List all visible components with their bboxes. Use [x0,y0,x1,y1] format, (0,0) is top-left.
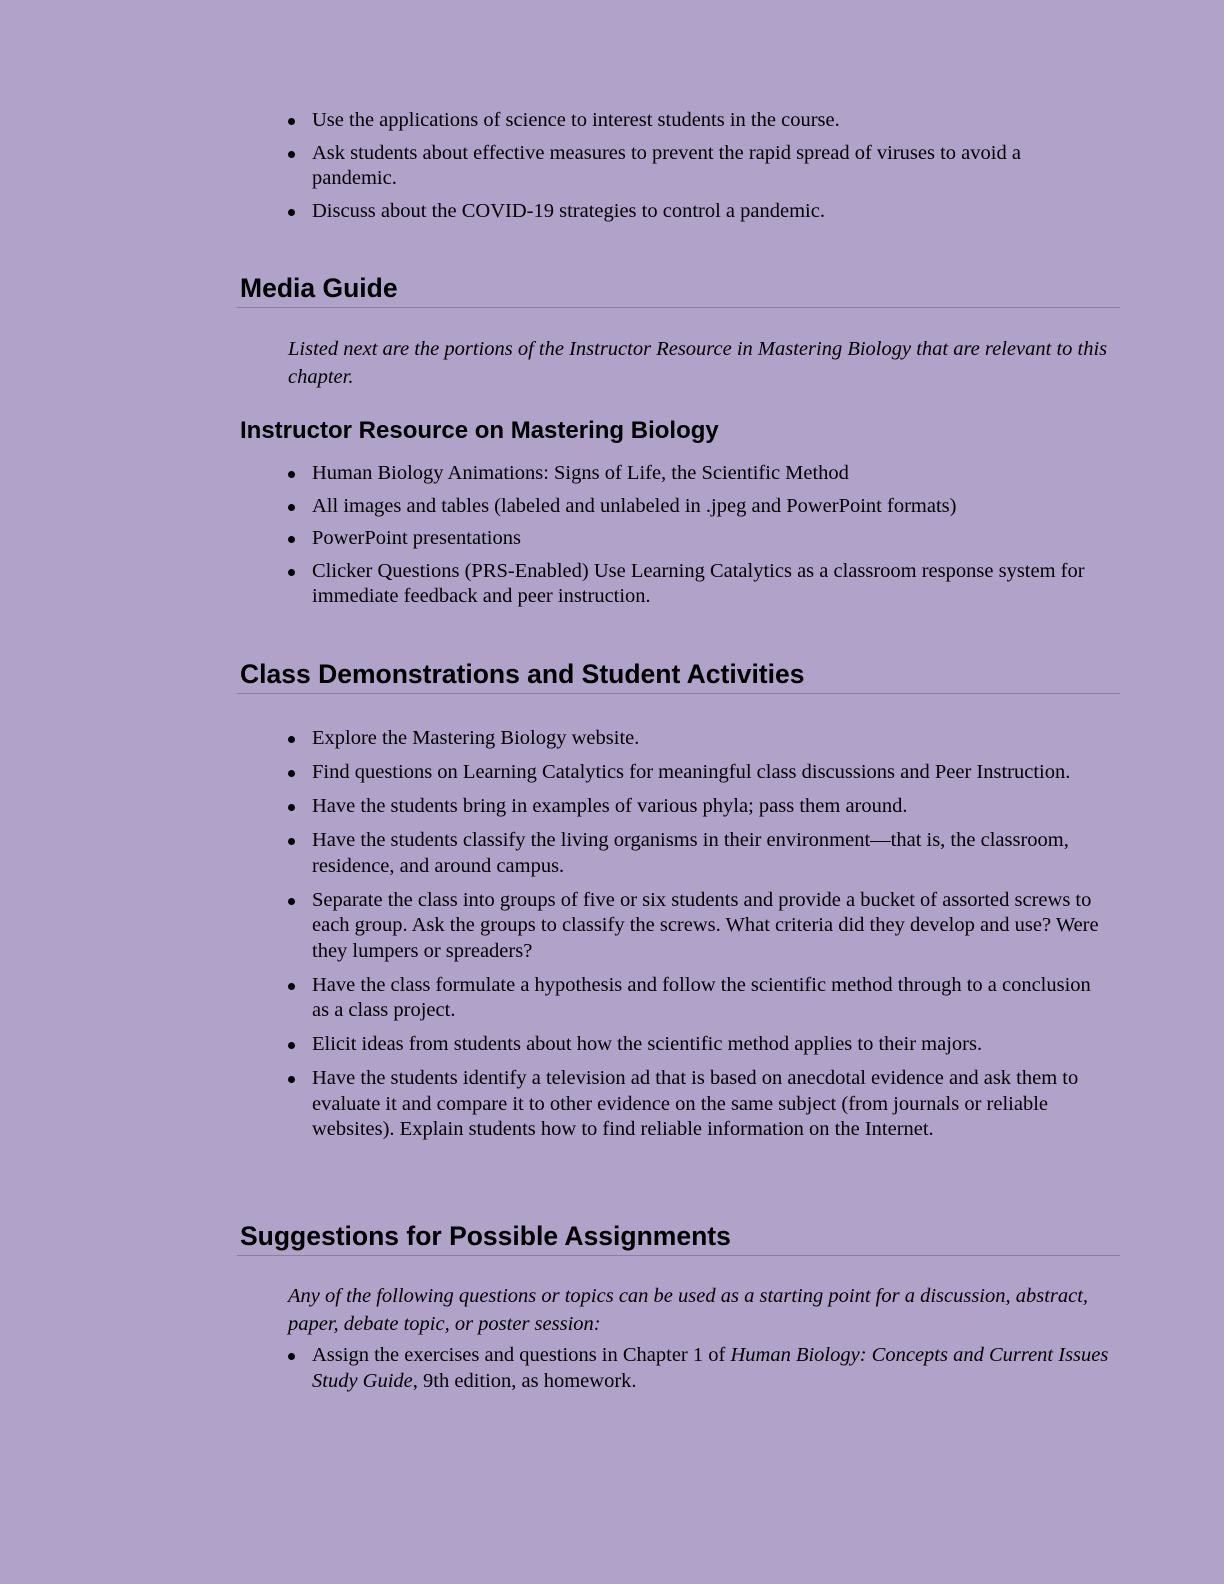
list-item: Have the students classify the living organisms in their environment—that is, the classroom, residence, and around campus. [288,828,1110,879]
list-item: Discuss about the COVID-19 strategies to control a pandemic. [288,199,1110,225]
list-item: Elicit ideas from students about how the scientific method applies to their majors. [288,1032,1110,1058]
bullet-icon [288,838,295,845]
media-guide-intro: Listed next are the portions of the Instructor Resource in Mastering Biology that are relevant to this chapter. [288,338,1108,388]
bullet-icon [288,804,295,811]
media-guide-list [288,461,1110,617]
bullet-icon [288,770,295,777]
list-item: Use the applications of science to interest students in the course. [288,108,1110,134]
media-guide-heading: Media Guide [237,272,1120,308]
bullet-icon [288,898,295,905]
class-demos-heading: Class Demonstrations and Student Activities [237,658,1120,694]
assignments-intro: Any of the following questions or topics can be used as a starting point for a discussion, abstract, paper, debate topic, or poster session: [288,1285,1089,1335]
bullet-icon [288,1353,295,1360]
list-item: Human Biology Animations: Signs of Life, the Scientific Method [288,461,1110,487]
study-guide-title: Human Biology: Concepts and Current Issues Study Guide [312,1344,1109,1392]
bullet-icon [288,471,295,478]
bullet-icon [288,983,295,990]
bullet-icon [288,151,295,158]
bullet-icon [288,504,295,511]
bullet-icon [288,1076,295,1083]
list-item: Have the class formulate a hypothesis and follow the scientific method through to a conclusion as a class project. [288,973,1110,1024]
instructor-resource-subheading: Instructor Resource on Mastering Biology [240,417,719,444]
bullet-icon [288,209,295,216]
list-item: Have the students bring in examples of various phyla; pass them around. [288,794,1110,820]
top-bullet-list [288,108,1110,231]
list-item: Assign the exercises and questions in Chapter 1 of Human Biology: Concepts and Current Issues Study Guide, 9th edition, as homework. [288,1343,1110,1394]
list-item: Find questions on Learning Catalytics for meaningful class discussions and Peer Instruction. [288,760,1110,786]
list-item: Clicker Questions (PRS-Enabled) Use Learning Catalytics as a classroom response system for immediate feedback and peer instruction. [288,559,1110,610]
bullet-icon [288,569,295,576]
list-item: Have the students identify a television ad that is based on anecdotal evidence and ask them to evaluate it and compare it to other evidence on the same subject (from journals or reliable websites). Explain students how to find reliable information on the Internet. [288,1066,1110,1143]
bullet-icon [288,536,295,543]
list-item: Explore the Mastering Biology website. [288,726,1110,752]
list-item: Ask students about effective measures to prevent the rapid spread of viruses to avoid a pandemic. [288,141,1110,192]
list-item: Separate the class into groups of five or six students and provide a bucket of assorted screws to each group. Ask the groups to classify the screws. What criteria did they develop and use? Were they lumpers or spreaders? [288,888,1110,965]
assignments-heading: Suggestions for Possible Assignments [237,1220,1120,1256]
bullet-icon [288,118,295,125]
bullet-icon [288,736,295,743]
list-item: All images and tables (labeled and unlabeled in .jpeg and PowerPoint formats) [288,494,1110,520]
bullet-icon [288,1042,295,1049]
list-item: PowerPoint presentations [288,526,1110,552]
class-demos-list [288,726,1110,1151]
assignments-list [288,1343,1110,1401]
